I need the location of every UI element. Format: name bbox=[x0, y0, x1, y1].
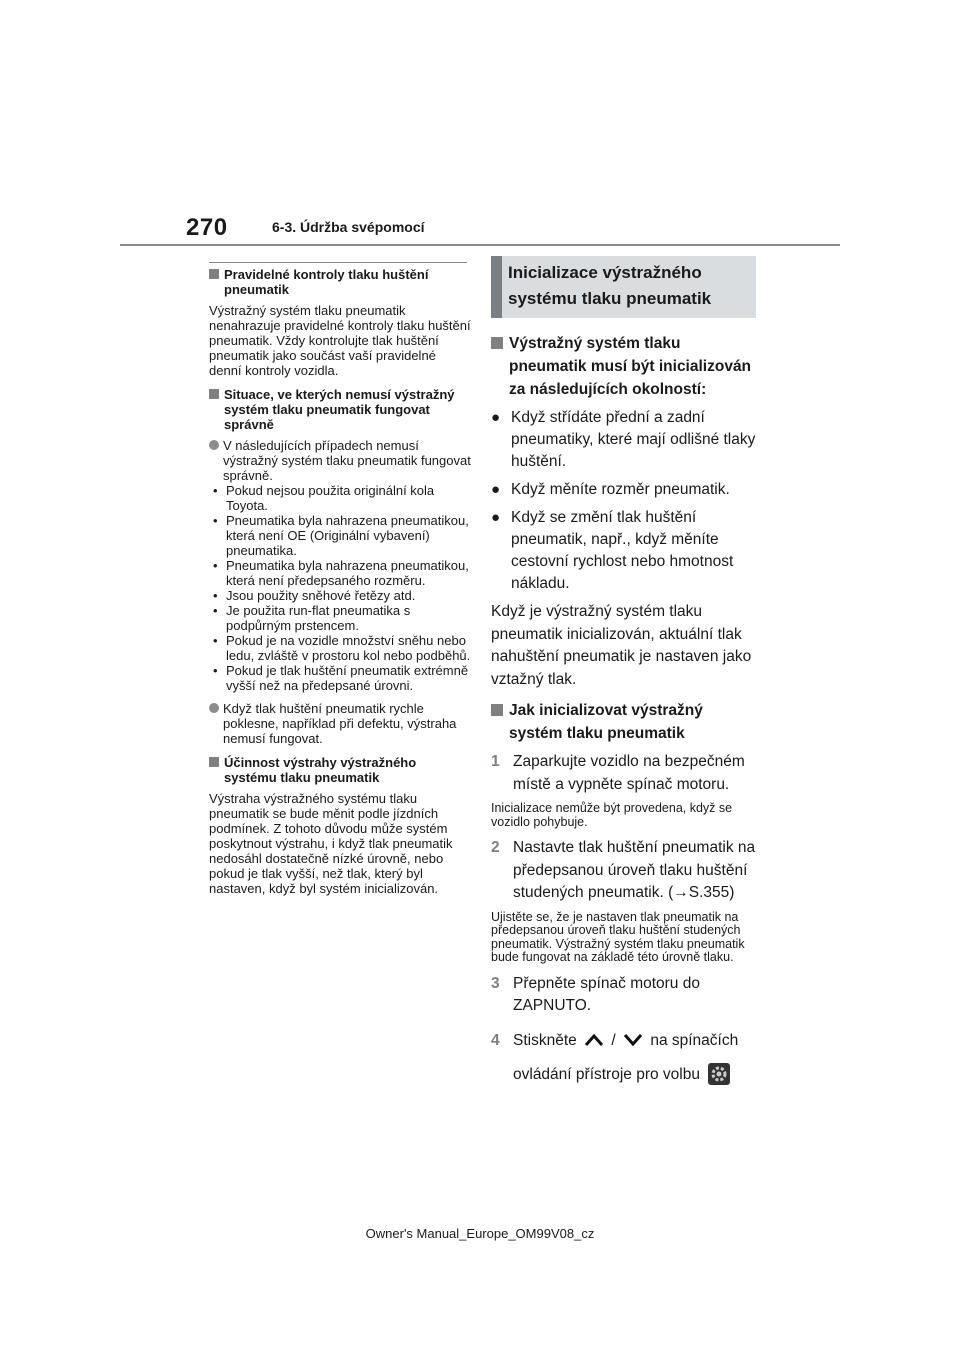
note-step-2: Ujistěte se, že je nastaven tlak pneumatik na předepsanou úroveň tlaku huštění studených pneumatik. Výstražný systém tlaku pneumatik bude fungovat na základě této úrovně tlaku. bbox=[491, 909, 745, 964]
square-bullet-icon bbox=[209, 389, 219, 399]
left-column bbox=[209, 262, 471, 905]
step-4: 4 Stiskněte / na spínačích ovládání přístroje pro volbu bbox=[491, 1024, 759, 1092]
square-bullet-icon bbox=[491, 704, 503, 716]
list-item: • Pokud nejsou použita originální kola Toyota. bbox=[213, 483, 435, 513]
dot-bullet-icon: ● bbox=[491, 481, 501, 498]
square-bullet-icon bbox=[209, 757, 219, 767]
note-step-1: Inicializace nemůže být provedena, když se vozidlo pohybuje. bbox=[491, 801, 733, 829]
paragraph-regular-checks: Výstražný systém tlaku pneumatik nenahrazuje pravidelné kontroly tlaku huštění pneumatik. Vždy kontrolujte tlak huštění pneumatik jako součást vaší pravidelné denní kontroly vozidla. bbox=[209, 303, 471, 378]
list-item: • Jsou použity sněhové řetězy atd. bbox=[213, 588, 416, 603]
subheading-how-to-initialize: Jak inicializovat výstražný systém tlaku pneumatik bbox=[491, 699, 759, 745]
list-item: • Pneumatika byla nahrazena pneumatikou, která není předepsaného rozměru. bbox=[213, 558, 469, 588]
section-box-title: Inicializace výstražného systému tlaku pneumatik bbox=[491, 256, 756, 318]
dot-item-rapid-drop: Když tlak huštění pneumatik rychle poklesne, například při defektu, výstraha nemusí fungovat. bbox=[209, 701, 471, 746]
step-3: 3 Přepněte spínač motoru do ZAPNUTO. bbox=[491, 974, 700, 1014]
list-item: ● Když střídáte přední a zadní pneumatiky, které mají odlišné tlaky huštění. bbox=[491, 407, 759, 473]
step-2: 2 Nastavte tlak huštění pneumatik na předepsanou úroveň tlaku huštění studených pneumatik. (→S.355) bbox=[491, 839, 756, 901]
footer-manual-id: Owner's Manual_Europe_OM99V08_cz bbox=[365, 1226, 595, 1241]
chevron-down-icon bbox=[623, 1033, 643, 1047]
subheading-must-initialize: Výstražný systém tlaku pneumatik musí být inicializován za následujících okolností: bbox=[491, 332, 759, 401]
list-item: ● Když se změní tlak huštění pneumatik, např., když měníte cestovní rychlost nebo hmotnost nákladu. bbox=[491, 507, 759, 595]
chevron-up-icon bbox=[584, 1033, 604, 1047]
step-1: 1 Zaparkujte vozidlo na bezpečném místě a vypněte spínač motoru. bbox=[491, 753, 745, 793]
list-item: • Pokud je na vozidle množství sněhu nebo ledu, zvláště v prostoru kol nebo podběhů. bbox=[213, 633, 471, 663]
list-item: • Pokud je tlak huštění pneumatik extrémně vyšší než na předepsané úrovni. bbox=[213, 663, 469, 693]
subheading-regular-checks: Pravidelné kontroly tlaku huštění pneumatik bbox=[209, 267, 471, 297]
list-item: • Je použita run-flat pneumatika s podpůrným prstencem. bbox=[213, 603, 411, 633]
circle-bullet-icon bbox=[209, 703, 219, 713]
situations-list bbox=[209, 483, 471, 693]
square-bullet-icon bbox=[491, 337, 503, 349]
square-bullet-icon bbox=[209, 269, 219, 279]
paragraph-effectiveness: Výstraha výstražného systému tlaku pneumatik se bude měnit podle jízdních podmínek. Z tohoto důvodu může systém poskytnout výstrahu, i když tlak pneumatik nedosáhl dostatečně nízké úrovně, nebo pokud je tlak vyšší, než tlak, který byl nastaven, když byl systém inicializován. bbox=[209, 791, 453, 896]
right-column bbox=[491, 256, 759, 1098]
subheading-situations: Situace, ve kterých nemusí výstražný systém tlaku pneumatik fungovat správně bbox=[209, 387, 471, 432]
page-number: 270 bbox=[186, 214, 228, 241]
dot-bullet-icon: ● bbox=[491, 509, 501, 526]
list-item: ● Když měníte rozměr pneumatik. bbox=[491, 479, 759, 501]
dot-item-situations: V následujících případech nemusí výstražný systém tlaku pneumatik fungovat správně. bbox=[209, 438, 471, 483]
dot-bullet-icon: ● bbox=[491, 409, 501, 426]
header-divider bbox=[120, 244, 840, 246]
settings-gear-icon bbox=[708, 1063, 730, 1085]
subheading-effectiveness: Účinnost výstrahy výstražného systému tlaku pneumatik bbox=[209, 755, 471, 785]
section-title: 6-3. Údržba svépomocí bbox=[272, 219, 425, 235]
circle-bullet-icon bbox=[209, 440, 219, 450]
paragraph-reference-pressure: Když je výstražný systém tlaku pneumatik inicializován, aktuální tlak nahuštění pneumatik je nastaven jako vztažný tlak. bbox=[491, 603, 752, 688]
left-top-rule bbox=[209, 262, 467, 263]
list-item: • Pneumatika byla nahrazena pneumatikou, která není OE (Originální vybavení) pneumatika. bbox=[213, 513, 469, 558]
